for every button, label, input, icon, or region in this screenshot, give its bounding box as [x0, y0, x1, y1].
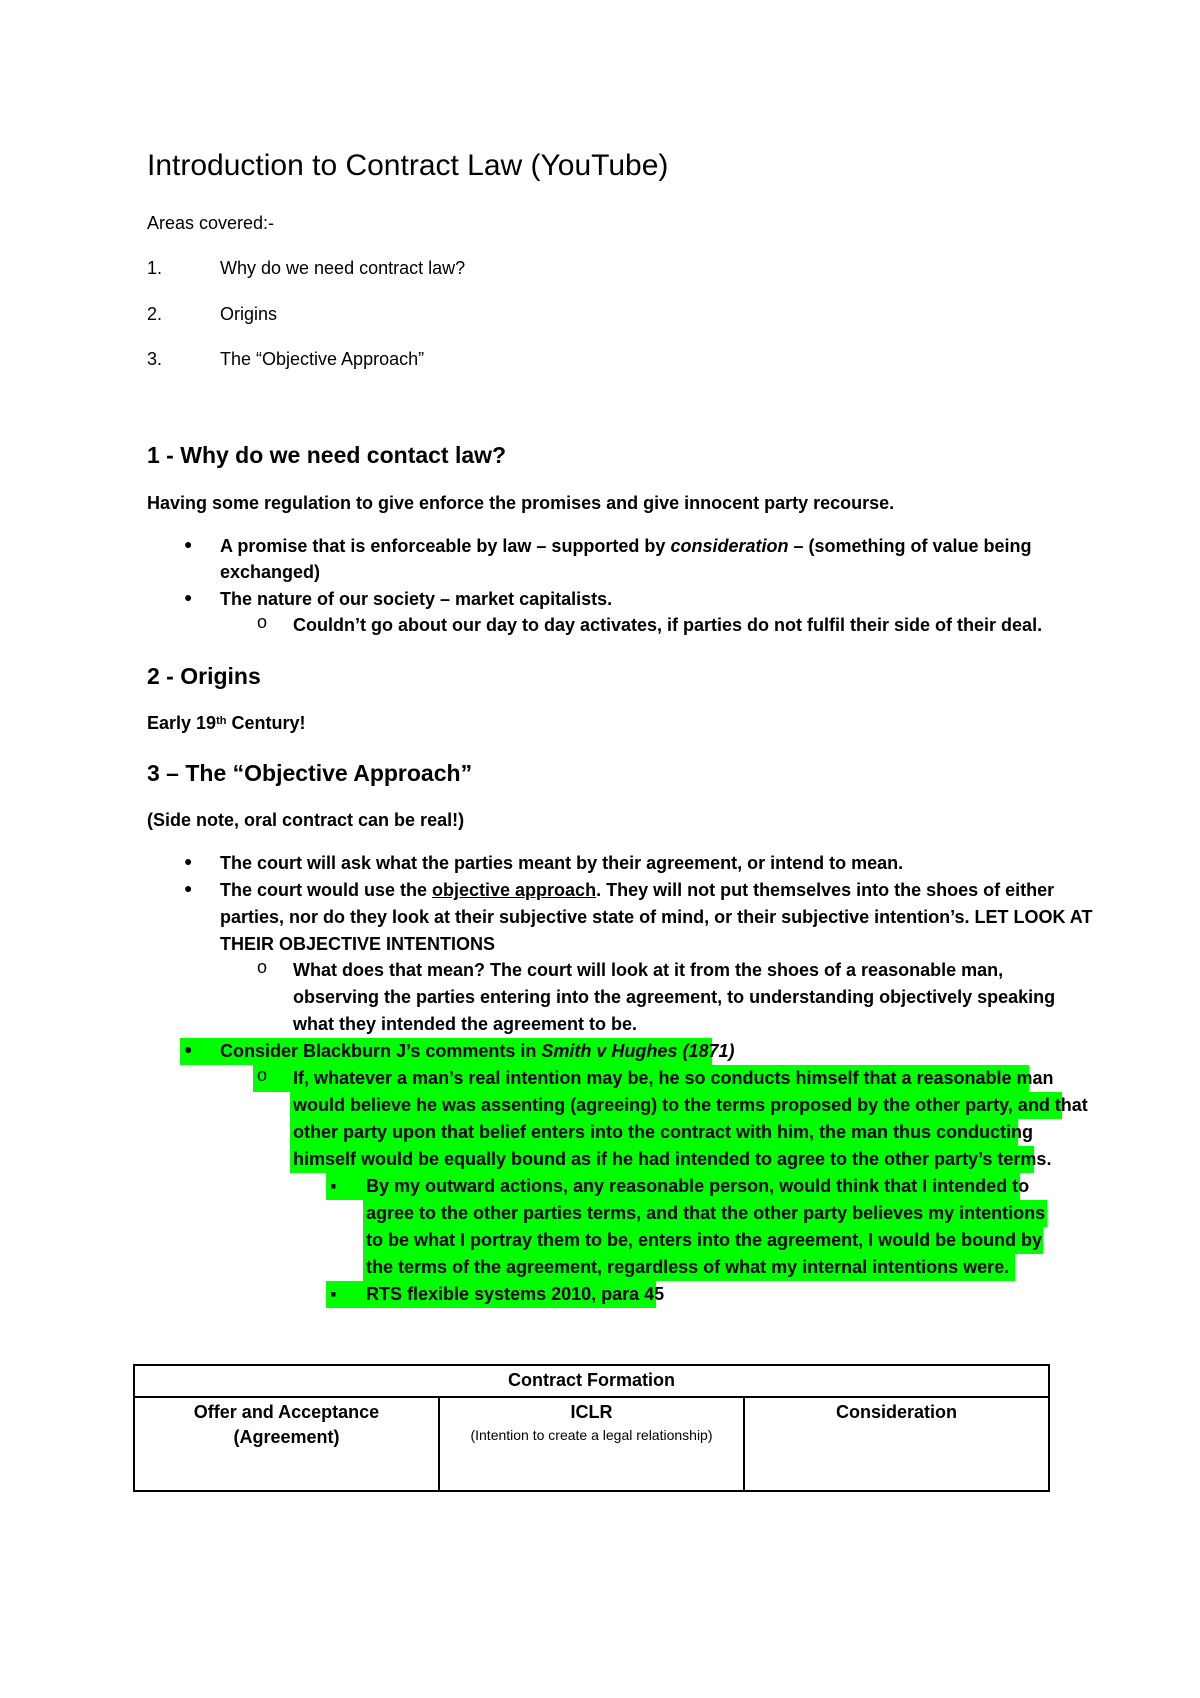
- square-bullet-icon: ▪: [330, 1284, 337, 1304]
- section3-side-note: (Side note, oral contract can be real!): [147, 810, 465, 830]
- section1-heading: 1 - Why do we need contact law?: [147, 442, 507, 468]
- bullet-icon: ●: [184, 1041, 193, 1057]
- section3-sub3-line4: himself would be equally bound as if he had intended to agree to the other party’s terms.: [293, 1149, 1052, 1169]
- page-title: Introduction to Contract Law (YouTube): [147, 149, 669, 182]
- bullet-icon: ●: [184, 589, 193, 605]
- area-item-2: Origins: [220, 304, 278, 324]
- table-cell-offer-acceptance: [134, 1397, 439, 1491]
- section3-bullet3: Consider Blackburn J’s comments in Smith v Hughes (1871): [220, 1041, 735, 1061]
- section3-sub3-line2: would believe he was assenting (agreeing) to the terms proposed by the other party, and that: [293, 1095, 1088, 1115]
- section3-subsub1-line3: to be what I portray them to be, enters into the agreement, I would be bound by: [366, 1230, 1043, 1250]
- table-col1-line1: Offer and Acceptance: [193, 1402, 380, 1422]
- bullet-icon: ●: [184, 536, 193, 552]
- contract-formation-table: [133, 1364, 1050, 1492]
- table-cell-iclr: [439, 1397, 744, 1491]
- square-bullet-icon: ▪: [330, 1176, 337, 1196]
- table-col2-note: (Intention to create a legal relationship): [470, 1427, 713, 1443]
- bullet-icon: ●: [184, 853, 193, 869]
- section3-subsub1-line2: agree to the other parties terms, and that the other party believes my intentions: [366, 1203, 1046, 1223]
- section3-bullet2-line3: THEIR OBJECTIVE INTENTIONS: [220, 934, 496, 954]
- section3-sub2-line1: What does that mean? The court will look at it from the shoes of a reasonable man,: [293, 960, 1004, 980]
- section1-bullet2: The nature of our society – market capitalists.: [220, 589, 613, 609]
- section3-sub3-line3: other party upon that belief enters into the contract with him, the man thus conducting: [293, 1122, 1034, 1142]
- circle-bullet-icon: o: [257, 1065, 268, 1085]
- section3-sub2-line2: observing the parties entering into the agreement, to understanding objectively speaking: [293, 987, 1056, 1007]
- table-col2-line1: ICLR: [570, 1402, 613, 1422]
- section3-bullet1: The court will ask what the parties meant by their agreement, or intend to mean.: [220, 853, 904, 873]
- section1-sub1: Couldn’t go about our day to day activates, if parties do not fulfil their side of their deal.: [293, 615, 1043, 635]
- areas-label: Areas covered:-: [147, 213, 275, 233]
- area-item-3: The “Objective Approach”: [220, 349, 425, 369]
- circle-bullet-icon: o: [257, 957, 268, 977]
- bullet-icon: ●: [184, 880, 193, 896]
- section3-subsub2: RTS flexible systems 2010, para 45: [366, 1284, 665, 1304]
- section3-sub2-line3: what they intended the agreement to be.: [293, 1014, 638, 1034]
- section3-sub3-line1: If, whatever a man’s real intention may be, he so conducts himself that a reasonable man: [293, 1068, 1054, 1088]
- section2-heading: 2 - Origins: [147, 663, 261, 689]
- section1-bullet1: A promise that is enforceable by law – supported by consideration – (something of value being: [220, 536, 1032, 556]
- table-col1-line2: (Agreement): [233, 1427, 340, 1447]
- area-number-3: 3.: [147, 349, 163, 369]
- area-number-2: 2.: [147, 304, 163, 324]
- table-header: Contract Formation: [134, 1365, 1049, 1397]
- area-number-1: 1.: [147, 258, 163, 278]
- section2-text: Early 19th Century!: [147, 713, 306, 733]
- section3-bullet2: The court would use the objective approach. They will not put themselves into the shoes of either: [220, 880, 1055, 900]
- table-cell-consideration: Consideration: [744, 1397, 1049, 1491]
- circle-bullet-icon: o: [257, 612, 268, 632]
- section3-subsub1-line1: By my outward actions, any reasonable person, would think that I intended to: [366, 1176, 1030, 1196]
- section3-subsub1-line4: the terms of the agreement, regardless of what my internal intentions were.: [366, 1257, 1010, 1277]
- section3-heading: 3 – The “Objective Approach”: [147, 760, 473, 786]
- section1-intro: Having some regulation to give enforce the promises and give innocent party recourse.: [147, 493, 895, 513]
- section3-bullet2-line2: parties, nor do they look at their subjective state of mind, or their subjective intention’s. LET LOOK AT: [220, 907, 1093, 927]
- area-item-1: Why do we need contract law?: [220, 258, 466, 278]
- section1-bullet1-line2: exchanged): [220, 562, 321, 582]
